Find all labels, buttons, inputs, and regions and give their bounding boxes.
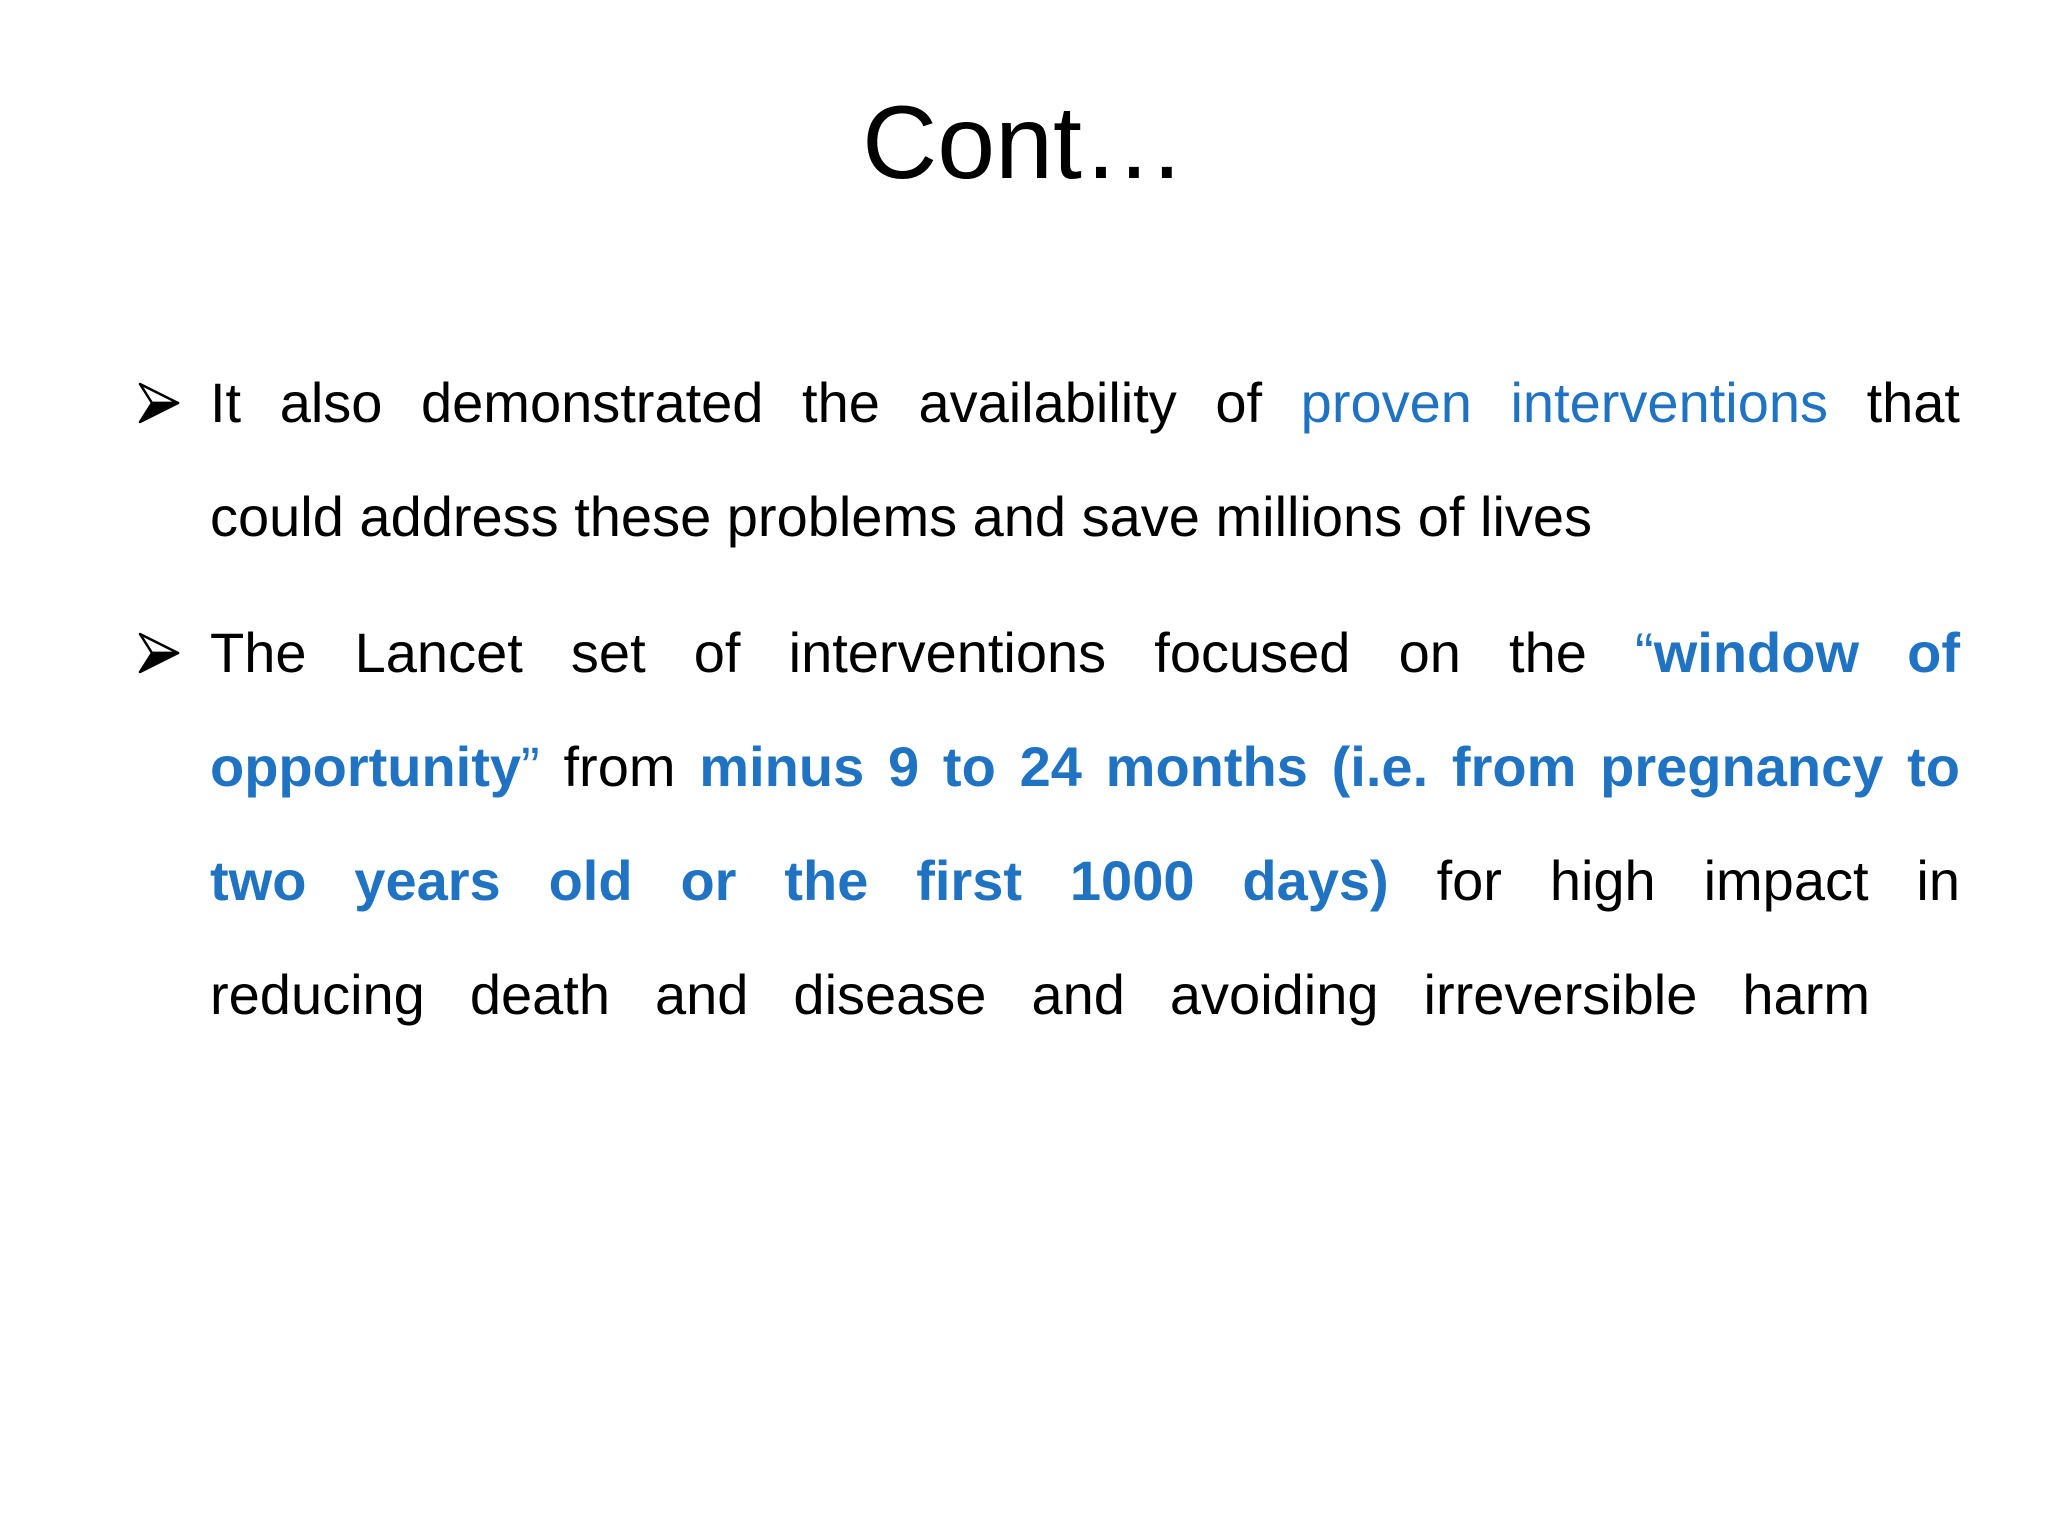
- bullet-1-line-1: [210, 367, 1960, 439]
- bullet-1-line-2: [210, 481, 1960, 553]
- highlight-first-1000-days: two years old or the first 1000 days): [210, 849, 1389, 912]
- highlight-opportunity: opportunity: [210, 735, 522, 798]
- bullet-2-line-4: [210, 959, 1870, 1031]
- text-segment: for high impact in: [1388, 849, 1961, 912]
- highlight-proven-interventions: proven interventions: [1300, 371, 1828, 434]
- filled-arrowhead-icon: [136, 630, 182, 676]
- text-segment: from: [539, 735, 700, 798]
- text-segment: reducing death and disease and avoiding irreversible harm: [210, 963, 1870, 1026]
- open-quote: “: [1635, 621, 1654, 684]
- close-quote: ”: [521, 735, 540, 798]
- bullet-2-line-2: [210, 731, 1960, 803]
- text-segment: It also demonstrated the availability of: [210, 371, 1301, 434]
- highlight-minus-9-to-24-months: minus 9 to 24 months (i.e. from pregnancy to: [699, 735, 1960, 798]
- bullet-2-line-3: [210, 845, 1960, 917]
- text-segment: The Lancet set of interventions focused on the: [210, 621, 1636, 684]
- slide-title: Cont…: [862, 85, 1186, 201]
- text-segment: could address these problems and save millions of lives: [210, 485, 1593, 548]
- filled-arrowhead-icon: [136, 380, 182, 426]
- bullet-2-line-1: [210, 617, 1960, 689]
- highlight-window-of: window of: [1653, 621, 1961, 684]
- text-segment: that: [1828, 371, 1960, 434]
